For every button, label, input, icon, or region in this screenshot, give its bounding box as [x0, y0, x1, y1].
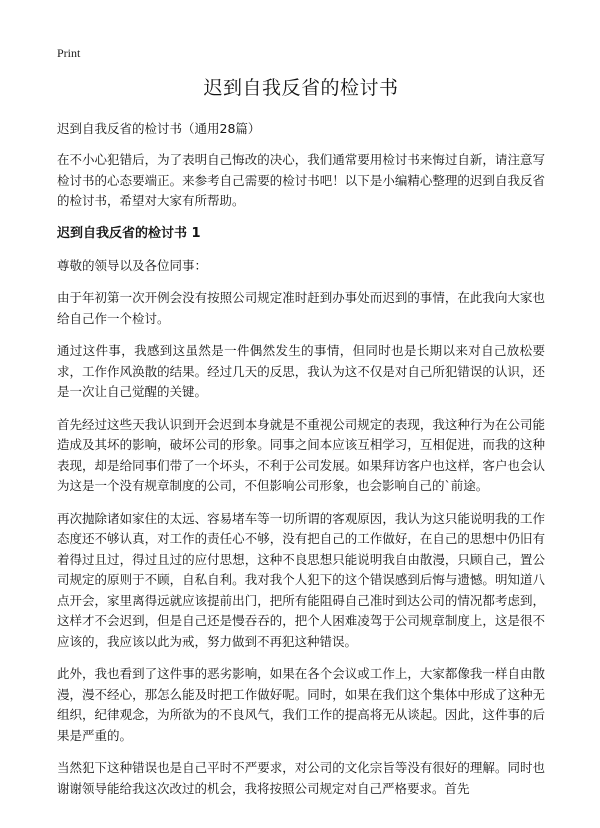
body-paragraph: 再次抛除诸如家住的太远、容易堵车等一切所谓的客观原因，我认为这只能说明我的工作态度还不够认真，对工作的责任心不够，没有把自己的工作做好，在自己的思想中仍旧有着得过且过，得过且过的应付思想，这种不良思想只能说明我自由散漫，只顾自己，置公司规定的原则于不顾，自私自利。我对我个人犯下的这个错误感到后悔与遗憾。明知道八点开会，家里离得远就应该提前出门，把所有能阻碍自己准时到达公司的情况都考虑到，这样才不会迟到，但是自己还是慢吞吞的，把个人困难凌驾于公司规章制度上，这是很不应该的，我应该以此为戒，努力做到不再犯这种错误。	[57, 510, 545, 649]
body-paragraph: 由于年初第一次开例会没有按照公司规定准时赶到办事处而迟到的事情，在此我向大家也给自己作一个检讨。	[57, 290, 545, 326]
document-subtitle: 迟到自我反省的检讨书（通用28篇）	[57, 121, 261, 136]
body-paragraph: 此外，我也看到了这件事的恶劣影响，如果在各个会议或工作上，大家都像我一样自由散漫，漫不经心，那怎么能及时把工作做好呢。同时，如果在我们这个集体中形成了这种无组织，纪律观念，为所欲为的不良风气，我们工作的提高将无从谈起。因此，这件事的后果是严重的。	[57, 666, 545, 743]
salutation-paragraph: 尊敬的领导以及各位同事：	[57, 257, 208, 273]
body-paragraph: 当然犯下这种错误也是自己平时不严要求，对公司的文化宗旨等没有很好的理解。同时也谢谢领导能给我这次改过的机会，我将按照公司规定对自己严格要求。首先	[57, 760, 545, 796]
document-page	[57, 44, 545, 811]
section-heading: 迟到自我反省的检讨书 1	[57, 225, 201, 241]
intro-paragraph: 在不小心犯错后，为了表明自己悔改的决心，我们通常要用检讨书来悔过自新，请注意写检讨书的心态要端正。来参考自己需要的检讨书吧！以下是小编精心整理的迟到自我反省的检讨书，希望对大家有所帮助。	[57, 152, 545, 208]
document-title: 迟到自我反省的检讨书	[203, 77, 399, 99]
print-link[interactable]: Print	[57, 46, 81, 60]
body-paragraph: 首先经过这些天我认识到开会迟到本身就是不重视公司规定的表现，我这种行为在公司能造成及其坏的影响，破坏公司的形象。同事之间本应该互相学习，互相促进，而我的这种表现，却是给同事们带了一个坏头，不利于公司发展。如果拜访客户也这样，客户也会认为这是一个没有规章制度的公司，不但影响公司形象，也会影响自己的`前途。	[57, 416, 545, 493]
body-paragraph: 通过这件事，我感到这虽然是一件偶然发生的事情，但同时也是长期以来对自己放松要求，工作作风涣散的结果。经过几天的反思，我认为这不仅是对自己所犯错误的认识，还是一次让自己觉醒的关键。	[57, 343, 545, 399]
